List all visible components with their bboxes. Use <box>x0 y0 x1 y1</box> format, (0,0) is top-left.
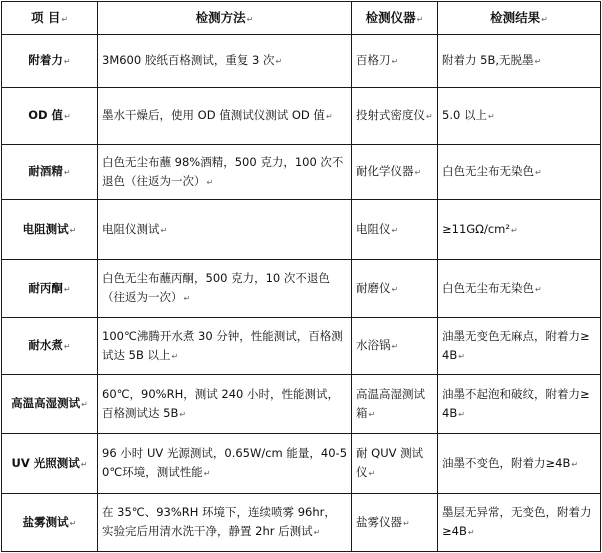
cell-method <box>98 318 352 375</box>
cell-result <box>438 434 601 494</box>
header-instrument <box>352 2 438 35</box>
instrument-text: 百格刀 <box>356 53 391 67</box>
paragraph-mark-icon: ↵ <box>63 342 71 351</box>
paragraph-mark-icon: ↵ <box>313 528 321 537</box>
cell-item <box>2 88 98 145</box>
result-text: 白色无尘布无染色 <box>442 280 534 295</box>
method-text: 60℃，90%RH，测试 240 小时，性能测试，百格测试达 5B <box>102 386 340 420</box>
paragraph-mark-icon: ↵ <box>368 409 376 419</box>
cell-instrument <box>352 200 438 260</box>
paragraph-mark-icon: ↵ <box>535 284 542 294</box>
cell-method <box>98 375 352 434</box>
paragraph-mark-icon: ↵ <box>61 14 69 24</box>
method-text: 96 小时 UV 光源测试，0.65W/cm 能量，40-50℃环境，测试性能 <box>102 446 348 479</box>
cell-item <box>2 494 98 552</box>
cell-method <box>98 494 352 552</box>
cell-result <box>438 35 601 88</box>
header-instrument-label: 检测仪器 <box>365 9 416 25</box>
cell-item <box>2 375 98 434</box>
paragraph-mark-icon: ↵ <box>487 112 495 121</box>
cell-result <box>438 200 601 260</box>
paragraph-mark-icon: ↵ <box>458 409 465 419</box>
item-text: 高温高湿测试 <box>11 396 81 410</box>
item-text: 附着力 <box>28 53 63 67</box>
paragraph-mark-icon: ↵ <box>414 168 422 177</box>
result-text: 油墨不变色，附着力≥4B <box>442 455 571 470</box>
cell-method <box>98 434 352 494</box>
table-row <box>2 145 601 200</box>
paragraph-mark-icon: ↵ <box>391 342 399 351</box>
result-text: ≥11GΩ/cm² <box>442 221 510 236</box>
header-item-label: 项 目 <box>30 9 61 25</box>
cell-instrument <box>352 260 438 318</box>
cell-instrument <box>352 88 438 145</box>
cell-result <box>438 375 601 434</box>
cell-result <box>438 494 601 552</box>
table-row <box>2 375 601 434</box>
method-text: 墨水干燥后，使用 OD 值测试仪测试 OD 值 <box>102 108 325 122</box>
cell-item <box>2 318 98 375</box>
table-row <box>2 88 601 145</box>
result-text: 油墨无变色无麻点，附着力≥4B <box>442 328 590 362</box>
cell-item <box>2 200 98 260</box>
cell-instrument <box>352 318 438 375</box>
header-item <box>2 2 98 35</box>
paragraph-mark-icon: ↵ <box>534 57 542 66</box>
cell-instrument <box>352 434 438 494</box>
method-text: 电阻仪测试 <box>102 221 160 236</box>
table-row <box>2 260 601 318</box>
paragraph-mark-icon: ↵ <box>571 459 579 469</box>
header-row <box>2 2 601 35</box>
header-result <box>438 2 601 35</box>
table-row <box>2 35 601 88</box>
cell-result <box>438 88 601 145</box>
cell-instrument <box>352 494 438 552</box>
method-text: 白色无尘布蘸 98%酒精，500 克力，100 次不退色（往返为一次） <box>102 154 344 188</box>
item-text: 耐丙酮 <box>28 280 63 295</box>
paragraph-mark-icon: ↵ <box>63 57 71 66</box>
paragraph-mark-icon: ↵ <box>391 225 399 235</box>
paragraph-mark-icon: ↵ <box>63 168 71 177</box>
instrument-text: 盐雾仪器 <box>356 514 402 529</box>
paragraph-mark-icon: ↵ <box>69 518 77 528</box>
item-text: 电阻测试 <box>22 221 69 236</box>
method-text: 白色无尘布蘸丙酮，500 克力，10 次不退色（往返为一次） <box>102 271 330 304</box>
table-row <box>2 434 601 494</box>
cell-method <box>98 145 352 200</box>
paragraph-mark-icon: ↵ <box>81 400 88 409</box>
paragraph-mark-icon: ↵ <box>63 284 71 294</box>
paragraph-mark-icon: ↵ <box>510 225 518 235</box>
cell-result <box>438 145 601 200</box>
cell-instrument <box>352 145 438 200</box>
result-text: 5.0 以上 <box>442 108 487 122</box>
cell-item <box>2 145 98 200</box>
method-text: 在 35℃、93%RH 环境下，连续喷雾 96hr，实验完后用清水洗干净，静置 2hr 后测试 <box>102 505 336 538</box>
cell-method <box>98 88 352 145</box>
paragraph-mark-icon: ↵ <box>458 351 465 361</box>
paragraph-mark-icon: ↵ <box>391 57 399 66</box>
paragraph-mark-icon: ↵ <box>64 112 71 121</box>
cell-item <box>2 260 98 318</box>
item-text: 盐雾测试 <box>22 514 69 529</box>
spec-table <box>1 1 601 552</box>
table-row <box>2 494 601 552</box>
paragraph-mark-icon: ↵ <box>325 112 333 121</box>
cell-method <box>98 200 352 260</box>
paragraph-mark-icon: ↵ <box>403 518 410 528</box>
header-result-label: 检测结果 <box>490 9 541 25</box>
paragraph-mark-icon: ↵ <box>535 168 542 177</box>
item-text: 耐酒精 <box>28 164 63 178</box>
result-text: 附着力 5B,无脱墨 <box>442 53 534 67</box>
header-method <box>98 2 352 35</box>
paragraph-mark-icon: ↵ <box>391 284 399 294</box>
result-text: 油墨不起泡和破纹，附着力≥4B <box>442 386 590 420</box>
paragraph-mark-icon: ↵ <box>160 225 168 235</box>
paragraph-mark-icon: ↵ <box>171 351 179 361</box>
instrument-text: 耐 QUV 测试仪 <box>356 446 424 479</box>
instrument-text: 投射式密度仪 <box>356 108 425 122</box>
cell-result <box>438 318 601 375</box>
paragraph-mark-icon: ↵ <box>179 409 187 419</box>
paragraph-mark-icon: ↵ <box>80 459 88 469</box>
instrument-text: 耐化学仪器 <box>356 164 414 178</box>
cell-item <box>2 35 98 88</box>
item-text: 耐水煮 <box>28 338 63 352</box>
table-row <box>2 200 601 260</box>
paragraph-mark-icon: ↵ <box>275 57 283 66</box>
cell-result <box>438 260 601 318</box>
item-text: OD 值 <box>28 108 64 122</box>
instrument-text: 高温高湿测试箱 <box>356 386 425 420</box>
cell-item <box>2 434 98 494</box>
cell-method <box>98 260 352 318</box>
table-row <box>2 318 601 375</box>
result-text: 墨层无异常，无变色，附着力≥4B <box>442 505 592 538</box>
paragraph-mark-icon: ↵ <box>467 528 475 537</box>
method-text: 100℃沸腾开水煮 30 分钟，性能测试，百格测试达 5B 以上 <box>102 328 343 362</box>
item-text: UV 光照测试 <box>11 455 80 470</box>
paragraph-mark-icon: ↵ <box>206 177 214 187</box>
cell-method <box>98 35 352 88</box>
method-text: 3M600 胶纸百格测试，重复 3 次 <box>102 53 275 67</box>
instrument-text: 电阻仪 <box>356 221 391 236</box>
instrument-text: 水浴锅 <box>356 338 391 352</box>
paragraph-mark-icon: ↵ <box>541 14 548 24</box>
cell-instrument <box>352 35 438 88</box>
paragraph-mark-icon: ↵ <box>416 14 424 24</box>
cell-instrument <box>352 375 438 434</box>
paragraph-mark-icon: ↵ <box>246 14 254 24</box>
header-method-label: 检测方法 <box>195 9 246 25</box>
paragraph-mark-icon: ↵ <box>183 294 191 303</box>
result-text: 白色无尘布无染色 <box>442 164 534 178</box>
paragraph-mark-icon: ↵ <box>69 225 77 235</box>
paragraph-mark-icon: ↵ <box>426 112 433 121</box>
instrument-text: 耐磨仪 <box>356 280 391 295</box>
paragraph-mark-icon: ↵ <box>368 469 376 478</box>
paragraph-mark-icon: ↵ <box>203 469 211 478</box>
